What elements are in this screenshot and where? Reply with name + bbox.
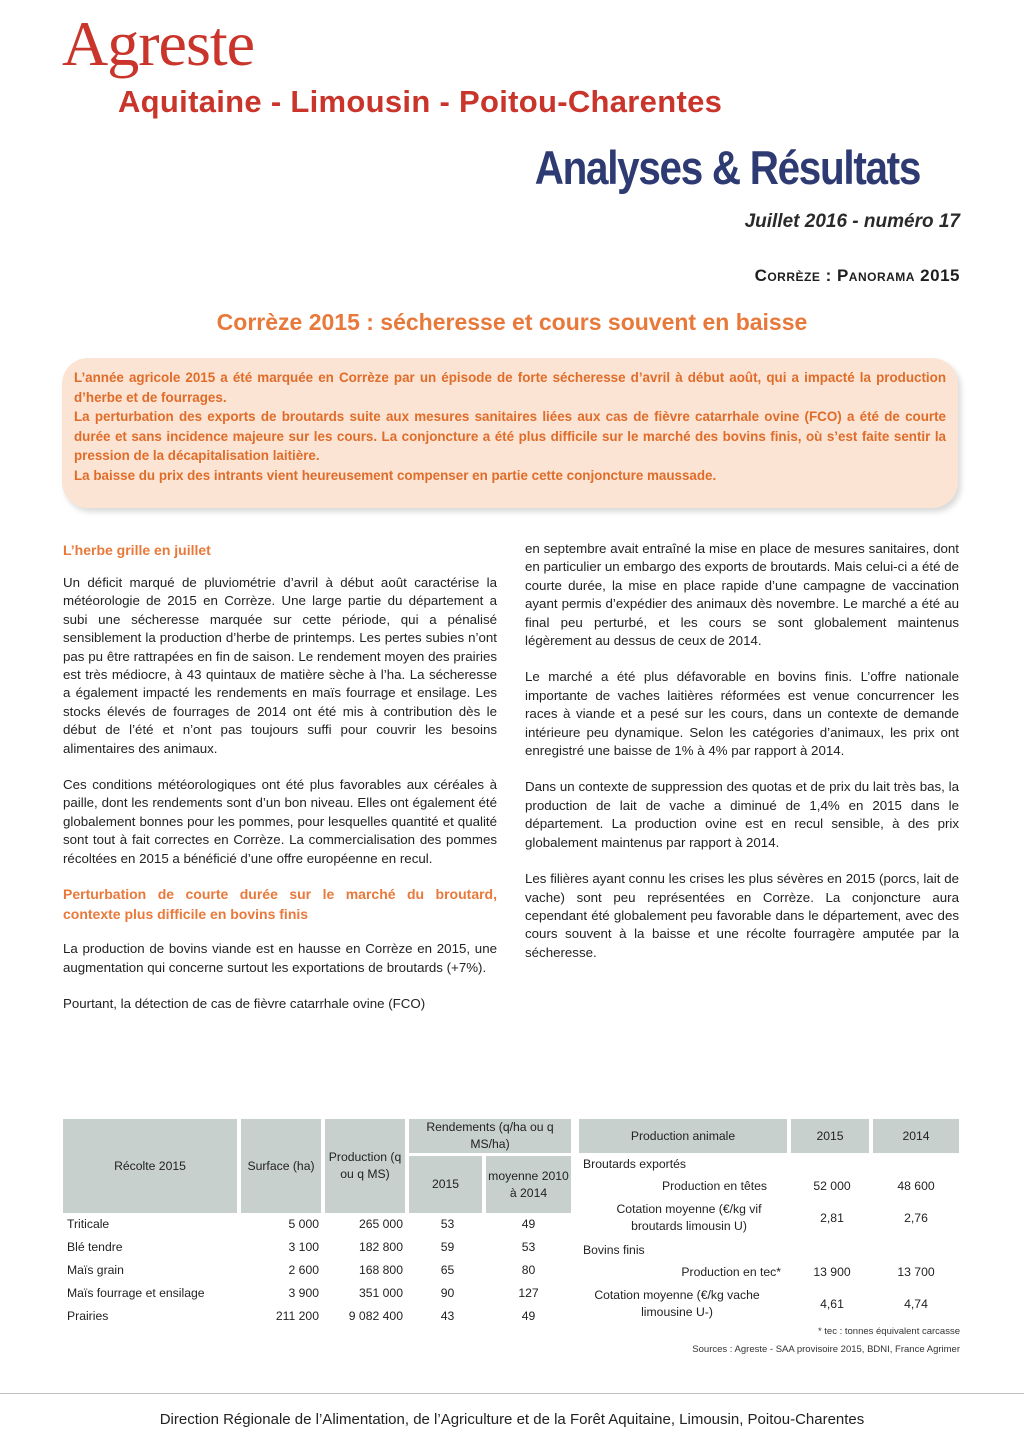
row-label: Cotation moyenne (€/kg vache limousine U-) [594,1288,760,1319]
crop-yield-2015: 90 [440,1286,455,1300]
table-row [63,1282,571,1305]
crop-yield-average: 80 [521,1263,536,1277]
intro-paragraph: La baisse du prix des intrants vient heureusement compenser en partie cette conjoncture maussade. [74,467,717,483]
header-production: Production (q ou q MS) [325,1119,409,1213]
region-title: Aquitaine - Limousin - Poitou-Charentes [118,84,723,119]
header-2014: 2014 [873,1119,959,1153]
table-row [63,1213,571,1236]
table-row [579,1283,959,1325]
value-2015: 13 900 [813,1264,851,1279]
page-footer: Direction Régionale de l’Alimentation, de l’Agriculture et de la Forêt Aquitaine, Limousin, Poitou-Charentes [159,1411,865,1428]
value-2014: 13 700 [897,1264,935,1279]
body-paragraph: Un déficit marqué de pluviométrie d’avril à début août caractérise la météorologie de 2015 en Corrèze. Une large partie du département a subi une sécheresse marquée sur cette période, qui a pénalisé sensiblement la production d’herbe de printemps. Les pertes subies n’ont pas pu être rattrapées en fin de saison. Le rendement moyen des prairies est très médiocre, à 43 quintaux de matière sèche à l’ha. La sécheresse a également impacté les rendements en maïs fourrage et ensilage. Les stocks élevés de fourrages de 2014 ont été mis à contribution dès le début de l’été et n’ont pas toujours suffi pour couvrir les besoins alimentaires des animaux. [63,575,497,756]
body-paragraph: Les filières ayant connu les crises les plus sévères en 2015 (porcs, lait de vache) sont peu représentées en Corrèze. La conjoncture aura cependant été globalement peu favorable dans le département, avec des cours souvent à la baisse et une récolte fourragère amputée par la sécheresse. [525,871,959,960]
value-2014: 48 600 [897,1178,935,1193]
value-2014: 4,74 [904,1296,928,1311]
animal-production-table [579,1119,959,1325]
value-2015: 2,81 [820,1210,844,1225]
section-heading: Perturbation de courte durée sur le marché du broutard, contexte plus difficile en bovins finis [63,886,497,923]
crop-yield-average: 53 [521,1240,536,1254]
crop-yield-average: 49 [521,1217,536,1231]
left-column [63,540,497,1013]
crop-production: 351 000 [358,1286,403,1300]
table-row [579,1261,959,1283]
crop-yield-2015: 53 [440,1217,455,1231]
crop-name: Prairies [67,1309,109,1323]
body-paragraph: en septembre avait entraîné la mise en place de mesures sanitaires, dont en particulier un embargo des exports de broutards. Mais celui-ci a été de courte durée, la mise en place rapide d’une campagne de vaccination ayant permis d’expédier des animaux dès novembre. Le marché a été au final peu perturbé, et les cours se sont globalement maintenus légèrement au dessus de ceux de 2014. [525,541,959,649]
row-label: Production en têtes [661,1178,767,1193]
value-2015: 52 000 [813,1178,851,1193]
table-footnote: * tec : tonnes équivalent carcasse [817,1326,960,1337]
table-group-row [579,1239,959,1261]
table-row [579,1197,959,1239]
page-title: Corrèze 2015 : sécheresse et cours souvent en baisse [216,309,808,335]
crop-production: 9 082 400 [348,1309,403,1323]
header-surface: Surface (ha) [241,1119,325,1213]
crop-yield-average: 49 [521,1309,536,1323]
crop-yield-average: 127 [518,1286,539,1300]
footer-divider [0,1393,1024,1394]
body-paragraph: Dans un contexte de suppression des quotas et de prix du lait très bas, la production de lait de vache a diminué de 1,4% en 2015 dans le département. La production ovine est en recul sensible, à des prix globalement maintenus par rapport à 2014. [525,779,959,850]
crop-surface: 3 100 [288,1240,319,1254]
table-row [63,1305,571,1328]
body-paragraph: Le marché a été plus défavorable en bovins finis. L’offre nationale importante de vaches laitières réformées est venue concurrencer les races à viande et a pesé sur les cours, dans un contexte de demande intérieure peu dynamique. Selon les catégories d’animaux, les prix ont enregistré une baisse de 1% à 4% par rapport à 2014. [525,669,959,759]
header-yield-2015: 2015 [409,1156,486,1213]
crop-surface: 3 900 [288,1286,319,1300]
section-kicker: Corrèze : Panorama 2015 [754,266,960,285]
crop-production: 265 000 [358,1217,403,1231]
table-sources: Sources : Agreste - SAA provisoire 2015, BDNI, France Agrimer [692,1344,960,1355]
table-row [579,1175,959,1197]
header-animal-production: Production animale [579,1119,791,1153]
crops-table [63,1119,571,1328]
intro-paragraph: La perturbation des exports de broutards suite aux mesures sanitaires liées aux cas de fièvre catarrhale ovine (FCO) a été de courte durée et sans incidence majeure sur les cours. La conjoncture a été plus difficile sur le marché des bovins finis, où s’est faite sentir la pression de la décapitalisation laitière. [74,409,946,463]
issue-date: Juillet 2016 - numéro 17 [744,211,960,232]
row-label: Cotation moyenne (€/kg vif broutards limousin U) [616,1202,762,1233]
header-yield-average: moyenne 2010 à 2014 [486,1156,571,1213]
group-label: Bovins finis [583,1242,645,1257]
crop-yield-2015: 65 [440,1263,455,1277]
intro-paragraph: L’année agricole 2015 a été marquée en Corrèze par un épisode de forte sécheresse d’avril à début août, qui a impacté la production d’herbe et de fourrages. [74,370,946,405]
table-row [63,1236,571,1259]
header-yields: Rendements (q/ha ou q MS/ha) [409,1119,571,1156]
crop-name: Blé tendre [67,1240,123,1254]
body-paragraph: Ces conditions météorologiques ont été plus favorables aux céréales à paille, dont les rendements sont d’un bon niveau. Elles ont également été globalement bonnes pour les pommes, pour lesquelles quantité et qualité sont tout à fait correctes en Corrèze. La commercialisation des pommes récoltées en 2015 a bénéficié d’une offre européenne en recul. [63,777,497,866]
crop-production: 168 800 [358,1263,403,1277]
value-2015: 4,61 [820,1296,844,1311]
header-2015: 2015 [791,1119,873,1153]
agreste-logo: Agreste [62,8,255,79]
crop-yield-2015: 59 [440,1240,455,1254]
crop-surface: 2 600 [288,1263,319,1277]
crop-name: Triticale [67,1217,110,1231]
section-heading: L’herbe grille en juillet [63,542,211,558]
intro-box [62,358,958,508]
table-row [63,1259,571,1282]
crop-surface: 5 000 [288,1217,319,1231]
right-column [525,540,959,962]
crop-name: Maïs grain [67,1263,124,1277]
body-paragraph: Pourtant, la détection de cas de fièvre catarrhale ovine (FCO) [63,995,426,1011]
series-title: Analyses & Résultats [534,141,920,194]
body-paragraph: La production de bovins viande est en hausse en Corrèze en 2015, une augmentation qui concerne surtout les exportations de broutards (+7%). [63,941,497,975]
table-group-row [579,1153,959,1175]
group-label: Broutards exportés [583,1156,686,1171]
crop-surface: 211 200 [275,1309,319,1323]
value-2014: 2,76 [904,1210,928,1225]
row-label: Production en tec* [681,1264,781,1279]
crop-name: Maïs fourrage et ensilage [67,1286,205,1300]
crop-production: 182 800 [358,1240,403,1254]
header-crop: Récolte 2015 [63,1119,241,1213]
crop-yield-2015: 43 [440,1309,455,1323]
